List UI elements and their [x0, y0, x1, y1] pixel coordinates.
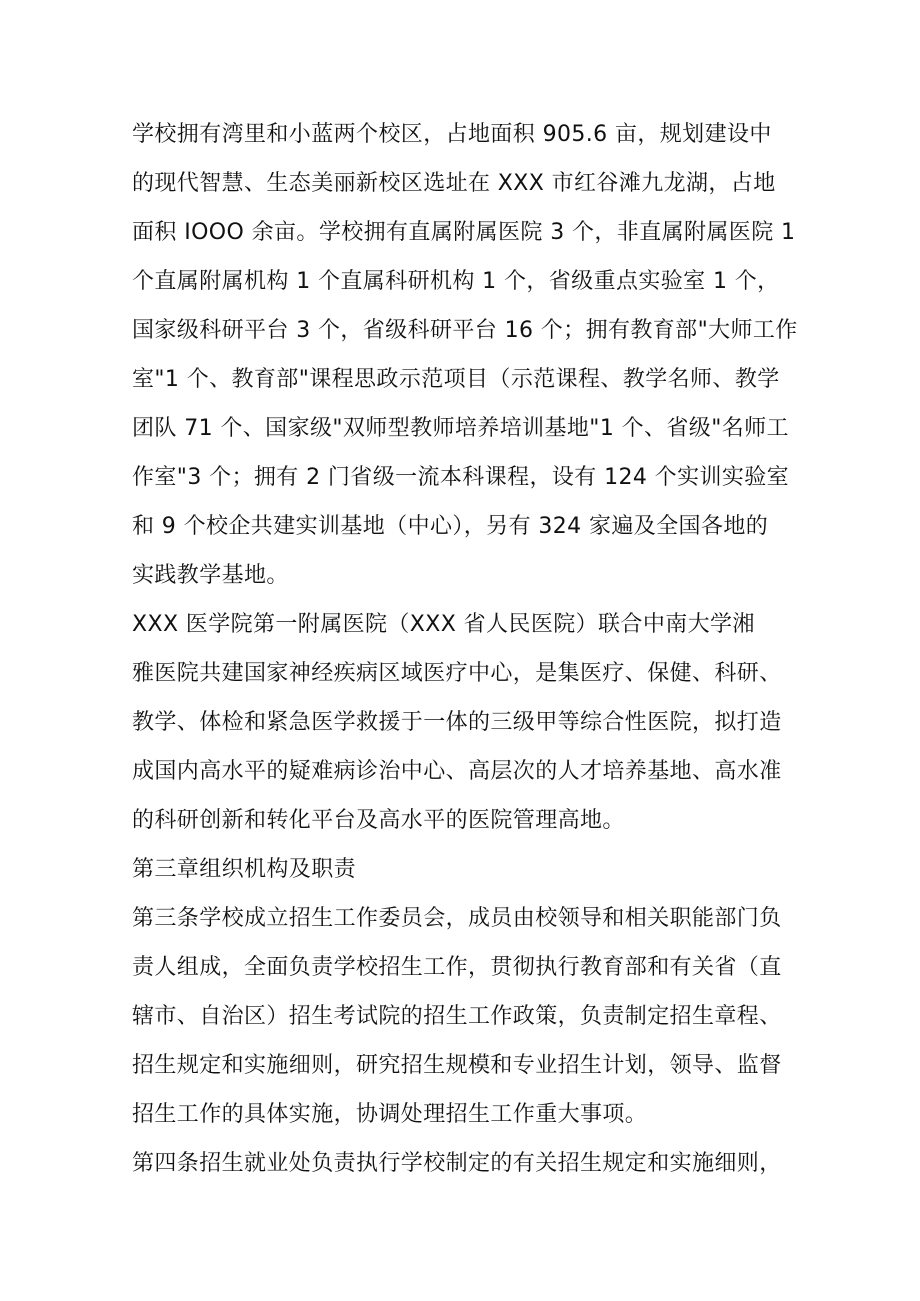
text-line: 室"1 个、教育部"课程思政示范项目（示范课程、教学名师、教学 — [132, 367, 780, 392]
paragraph-campus-overview — [132, 110, 822, 600]
text-line: 雅医院共建国家神经疾病区域医疗中心，是集医疗、保健、科研、 — [132, 661, 782, 686]
text-line: 的科研创新和转化平台及高水平的医院管理高地。 — [132, 808, 625, 833]
text-line: 个直属附属机构 1 个直属科研机构 1 个，省级重点实验室 1 个， — [132, 269, 780, 294]
text-line: 成国内高水平的疑难病诊治中心、高层次的人才培养基地、高水准 — [132, 759, 782, 784]
text-line: 招生规定和实施细则，研究招生规模和专业招生计划，领导、监督 — [132, 1053, 782, 1078]
text-line: 辖市、自治区）招生考试院的招生工作政策，负责制定招生章程、 — [132, 1004, 782, 1029]
text-line: 面积 IOOO 余亩。学校拥有直属附属医院 3 个，非直属附属医院 1 — [132, 220, 796, 245]
text-line: 教学、体检和紧急医学救援于一体的三级甲等综合性医院，拟打造 — [132, 710, 782, 735]
text-line: 实践教学基地。 — [132, 563, 289, 588]
document-body — [132, 110, 822, 1188]
text-line: 第三条学校成立招生工作委员会，成员由校领导和相关职能部门负 — [132, 906, 782, 931]
text-line: 国家级科研平台 3 个，省级科研平台 16 个；拥有教育部"大师工作 — [132, 318, 798, 343]
chapter-heading — [132, 845, 822, 894]
paragraph-article-4 — [132, 1139, 822, 1188]
text-line: XXX 医学院第一附属医院（XXX 省人民医院）联合中南大学湘 — [132, 612, 755, 637]
text-line: 学校拥有湾里和小蓝两个校区，占地面积 905.6 亩，规划建设中 — [132, 122, 772, 147]
paragraph-article-3 — [132, 894, 822, 1139]
text-line: 团队 71 个、国家级"双师型教师培养培训基地"1 个、省级"名师工 — [132, 416, 789, 441]
text-line: 招生工作的具体实施，协调处理招生工作重大事项。 — [132, 1102, 648, 1127]
chapter-title: 第三章组织机构及职责 — [132, 857, 357, 882]
text-line: 责人组成，全面负责学校招生工作，贯彻执行教育部和有关省（直 — [132, 955, 782, 980]
paragraph-affiliated-hospital — [132, 600, 822, 845]
text-line: 的现代智慧、生态美丽新校区选址在 XXX 市红谷滩九龙湖，占地 — [132, 171, 776, 196]
text-line: 第四条招生就业处负责执行学校制定的有关招生规定和实施细则， — [132, 1151, 782, 1176]
text-line: 作室"3 个；拥有 2 门省级一流本科课程，设有 124 个实训实验室 — [132, 465, 790, 490]
text-line: 和 9 个校企共建实训基地（中心），另有 324 家遍及全国各地的 — [132, 514, 769, 539]
